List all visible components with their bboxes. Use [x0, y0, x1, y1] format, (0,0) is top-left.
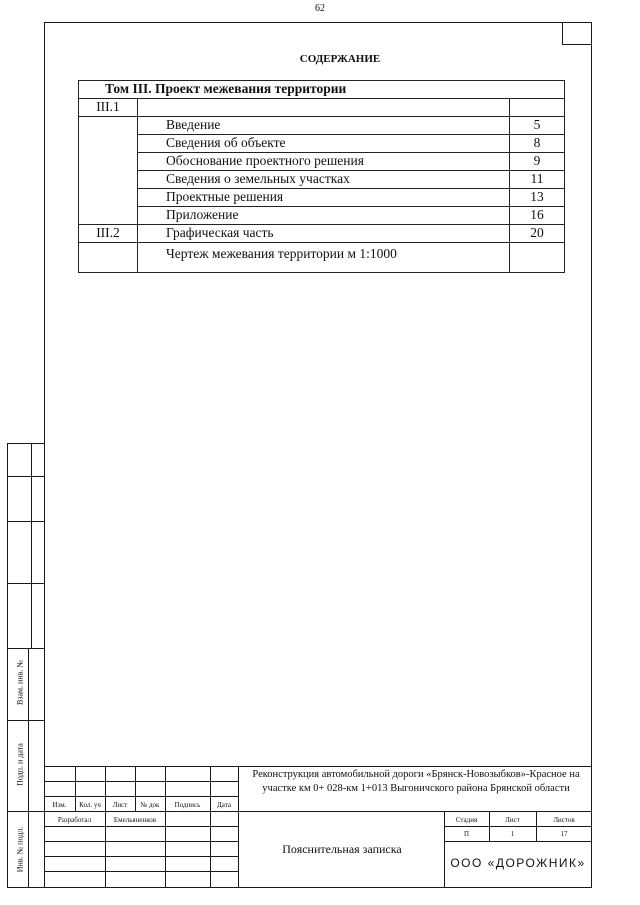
side-strip-h [7, 811, 45, 812]
toc-page [510, 243, 565, 273]
frame-bottom [7, 887, 592, 888]
tb-col-data: Дата [217, 801, 231, 809]
toc-page: 11 [510, 171, 565, 189]
tb-rowline [44, 871, 238, 872]
toc-page: 16 [510, 207, 565, 225]
tb-rowline [44, 856, 238, 857]
tb-stage-h [444, 841, 592, 842]
toc-section-code: III.1 [79, 99, 138, 117]
side-strip-h [7, 720, 45, 721]
tb-sheet-value: 1 [510, 830, 515, 838]
tb-sheet-label: Лист [505, 816, 520, 824]
tb-rowline [44, 826, 238, 827]
side-strip-mid [31, 443, 32, 648]
toc-page [510, 99, 565, 117]
toc-row [79, 207, 565, 225]
side-strip-mid [28, 648, 29, 888]
tb-mid [238, 811, 592, 812]
tb-rowline [44, 841, 238, 842]
tb-col [238, 766, 239, 887]
side-label-replacement-inv: Взам. инв. № [15, 659, 25, 706]
tb-rowline [44, 811, 238, 812]
side-strip-h [7, 476, 45, 477]
toc-section-title: Чертеж межевания территории м 1:1000 [138, 243, 510, 273]
tb-stage-label: Стадия [455, 816, 478, 824]
tb-col-podpis: Подпись [174, 801, 201, 809]
toc-section-code [79, 135, 138, 153]
side-strip-h [7, 648, 45, 649]
toc-section-title: Сведения об объекте [138, 135, 510, 153]
toc-section-code: III.2 [79, 225, 138, 243]
tb-sheets-label: Листов [553, 816, 575, 824]
tb-col-izm: Изм. [52, 801, 67, 809]
page-number: 62 [315, 3, 325, 14]
tb-col-ndok: № док [140, 801, 160, 809]
toc-section-code [79, 153, 138, 171]
toc-volume-title: Том III. Проект межевания территории [79, 81, 565, 99]
tb-col-kol: Кол. уч [79, 801, 101, 809]
tb-rowline [44, 781, 238, 782]
toc-row [79, 243, 565, 273]
toc-row [79, 135, 565, 153]
tb-stage-value: П [463, 830, 470, 838]
toc-section-code [79, 117, 138, 135]
toc-page: 20 [510, 225, 565, 243]
toc-section-title: Обоснование проектного решения [138, 153, 510, 171]
frame-left [44, 22, 45, 888]
tb-stage-h [444, 826, 592, 827]
frame-right [591, 22, 592, 888]
tb-developed-label: Разработал [57, 816, 92, 824]
toc-page: 8 [510, 135, 565, 153]
side-label-signature-date: Подп. и дата [15, 743, 25, 786]
side-strip-h [7, 443, 45, 444]
toc-section-title: Графическая часть [138, 225, 510, 243]
side-label-original-inv: Инв. № подл. [15, 826, 25, 873]
toc-section-title: Введение [138, 117, 510, 135]
toc-page: 9 [510, 153, 565, 171]
toc-section-code [79, 243, 138, 273]
side-strip-h [7, 583, 45, 584]
toc-section-code [79, 171, 138, 189]
toc-section-title [138, 99, 510, 117]
toc-section-code [79, 189, 138, 207]
tb-company: ООО «ДОРОЖНИК» [450, 856, 586, 870]
side-strip-h [7, 521, 45, 522]
tb-col-list: Лист [112, 801, 128, 809]
toc-row [79, 189, 565, 207]
toc-row [79, 225, 565, 243]
toc-section-title: Приложение [138, 207, 510, 225]
toc-section-title: Сведения о земельных участках [138, 171, 510, 189]
toc-row [79, 117, 565, 135]
toc-page: 5 [510, 117, 565, 135]
tb-top [44, 766, 592, 767]
tb-developer-name: Емельяненков [113, 816, 157, 824]
toc-row [79, 153, 565, 171]
toc-section-title: Проектные решения [138, 189, 510, 207]
toc-row [79, 171, 565, 189]
tb-sheets-value: 17 [560, 830, 568, 838]
tb-col [165, 766, 166, 887]
toc-volume-row [79, 81, 565, 99]
toc-row [79, 99, 565, 117]
corner-box [562, 22, 592, 45]
toc-section-code [79, 207, 138, 225]
tb-rowline [44, 796, 238, 797]
side-strip-left [7, 443, 8, 888]
tb-project-name: Реконструкция автомобильной дороги «Брянск-Новозыбков»-Красное на участке км 0+ 028-км 1+013 Выгоничского района Брянской области [252, 769, 580, 794]
frame-top [44, 22, 592, 23]
toc-table [78, 80, 565, 273]
document-heading: СОДЕРЖАНИЕ [299, 53, 381, 65]
toc-page: 13 [510, 189, 565, 207]
tb-col [210, 766, 211, 887]
tb-document-name: Пояснительная записка [282, 842, 402, 856]
